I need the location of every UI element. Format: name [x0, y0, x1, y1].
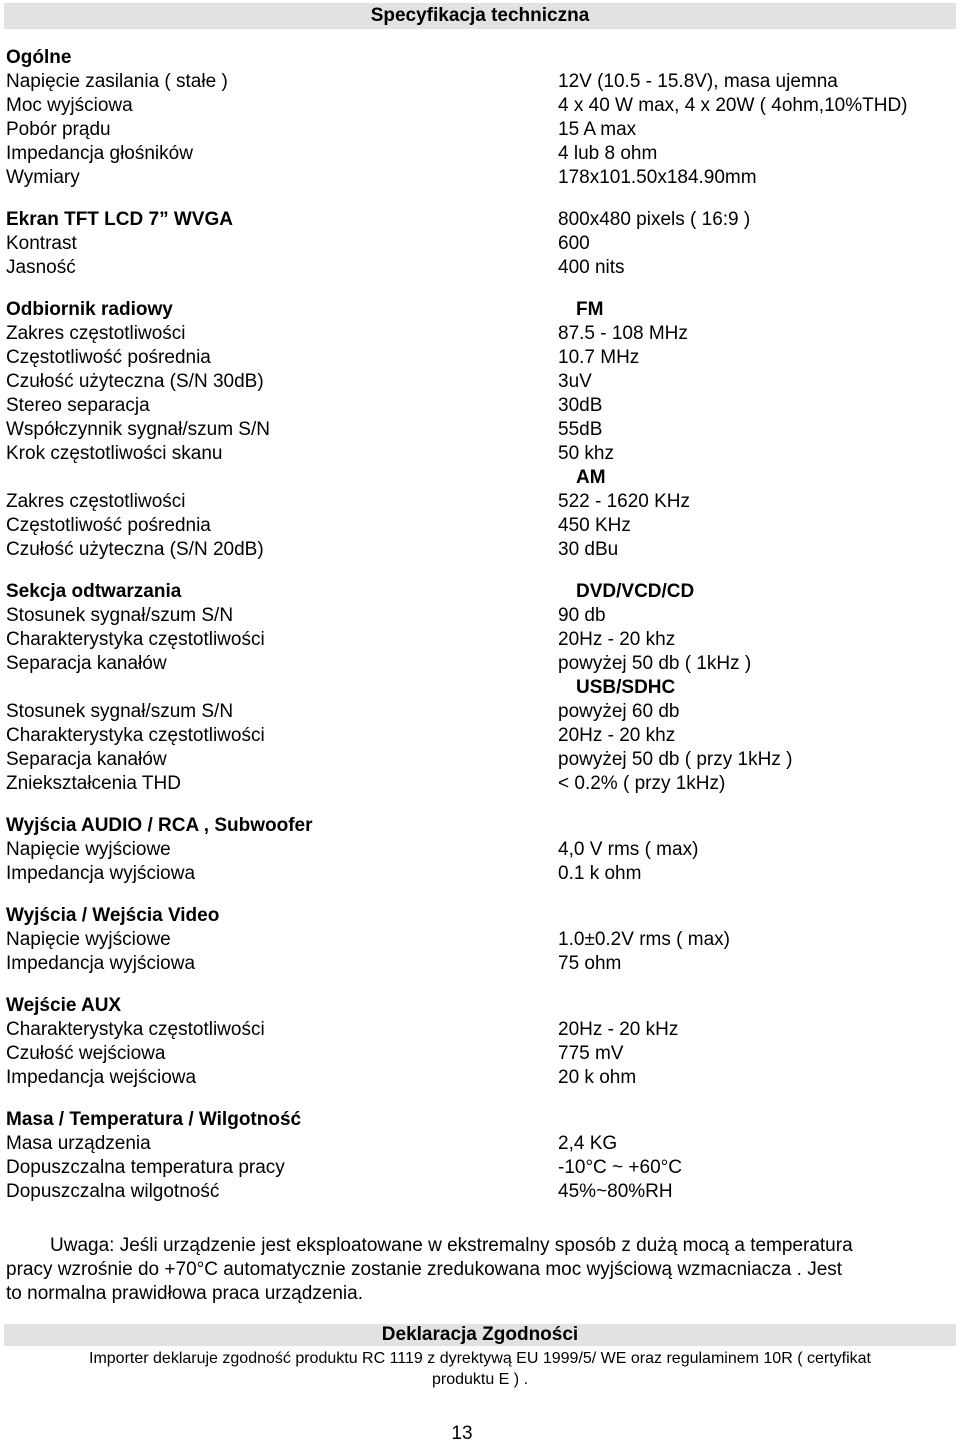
spec-label: Sekcja odtwarzania	[6, 581, 182, 602]
spec-label: Pobór prądu	[6, 119, 111, 140]
spec-label: Charakterystyka częstotliwości	[6, 725, 265, 746]
spec-row	[6, 1156, 956, 1180]
spec-label: Jasność	[6, 257, 76, 278]
spec-row	[6, 724, 956, 748]
spec-section-heading	[6, 1108, 956, 1132]
spec-value: powyżej 50 db ( 1kHz )	[558, 653, 752, 674]
spec-row	[6, 442, 956, 466]
spec-label: Zakres częstotliwości	[6, 491, 186, 512]
spec-label: Napięcie wyjściowe	[6, 839, 171, 860]
spec-section	[6, 904, 956, 976]
spec-value: 20Hz - 20 khz	[558, 725, 676, 746]
spec-value: 178x101.50x184.90mm	[558, 167, 757, 188]
spec-section	[6, 814, 956, 886]
spec-label: Dopuszczalna temperatura pracy	[6, 1157, 285, 1178]
spec-row	[6, 514, 956, 538]
spec-row	[6, 256, 956, 280]
page-title: Specyfikacja techniczna	[4, 3, 956, 29]
spec-row	[6, 370, 956, 394]
spec-label: Separacja kanałów	[6, 749, 167, 770]
spec-label: Impedancja głośników	[6, 143, 193, 164]
spec-value: 15 A max	[558, 119, 637, 140]
spec-label: Wyjścia / Wejścia Video	[6, 905, 220, 926]
spec-value: 30dB	[558, 395, 603, 416]
spec-section	[6, 1108, 956, 1204]
spec-label: Czułość wejściowa	[6, 1043, 166, 1064]
spec-value: < 0.2% ( przy 1kHz)	[558, 773, 726, 794]
spec-row	[6, 838, 956, 862]
spec-row	[6, 1042, 956, 1066]
spec-subheading: FM	[576, 299, 604, 320]
spec-value: 30 dBu	[558, 539, 619, 560]
spec-value: -10°C ~ +60°C	[558, 1157, 682, 1178]
spec-label: Moc wyjściowa	[6, 95, 133, 116]
spec-section	[6, 46, 956, 190]
spec-section-heading	[6, 46, 956, 70]
spec-value: 4 x 40 W max, 4 x 20W ( 4ohm,10%THD)	[558, 95, 908, 116]
spec-row	[6, 604, 956, 628]
spec-label: Stereo separacja	[6, 395, 150, 416]
spec-row	[6, 952, 956, 976]
spec-row	[6, 70, 956, 94]
spec-section-heading	[6, 904, 956, 928]
spec-label: Wejście AUX	[6, 995, 122, 1016]
spec-row	[6, 748, 956, 772]
spec-label: Czułość użyteczna (S/N 30dB)	[6, 371, 264, 392]
spec-row	[6, 1066, 956, 1090]
spec-label: Dopuszczalna wilgotność	[6, 1181, 220, 1202]
spec-label: Stosunek sygnał/szum S/N	[6, 701, 234, 722]
spec-subheading: DVD/VCD/CD	[576, 581, 695, 602]
note-line-2: pracy wzrośnie do +70°C automatycznie zostanie zredukowana moc wyjściową wzmacniacza . Jest	[6, 1259, 843, 1280]
spec-row	[6, 322, 956, 346]
note-line-1: Uwaga: Jeśli urządzenie jest eksploatowane w ekstremalny sposób z dużą mocą a temperatura	[50, 1235, 853, 1256]
spec-value: 10.7 MHz	[558, 347, 640, 368]
spec-value: 800x480 pixels ( 16:9 )	[558, 209, 751, 230]
page-number: 13	[451, 1423, 473, 1444]
spec-value: 522 - 1620 KHz	[558, 491, 691, 512]
spec-label: Współczynnik sygnał/szum S/N	[6, 419, 270, 440]
spec-row	[6, 94, 956, 118]
spec-label: Zakres częstotliwości	[6, 323, 186, 344]
spec-subheading: USB/SDHC	[576, 677, 676, 698]
spec-value: 1.0±0.2V rms ( max)	[558, 929, 730, 950]
spec-row	[6, 1132, 956, 1156]
declaration-line-1: Importer deklaruje zgodność produktu RC 1119 z dyrektywą EU 1999/5/ WE oraz regulaminem 10R ( certyfikat	[89, 1350, 871, 1367]
spec-row	[6, 1018, 956, 1042]
spec-row	[6, 652, 956, 676]
spec-section-heading	[6, 814, 956, 838]
spec-label: Ekran TFT LCD 7” WVGA	[6, 209, 233, 230]
spec-label: Charakterystyka częstotliwości	[6, 629, 265, 650]
spec-label: Separacja kanałów	[6, 653, 167, 674]
spec-value: 2,4 KG	[558, 1133, 618, 1154]
spec-value: 20 k ohm	[558, 1067, 637, 1088]
spec-label: Impedancja wyjściowa	[6, 863, 196, 884]
spec-row	[6, 466, 956, 490]
spec-value: 90 db	[558, 605, 606, 626]
spec-value: 600	[558, 233, 590, 254]
spec-label: Napięcie wyjściowe	[6, 929, 171, 950]
spec-value: powyżej 50 db ( przy 1kHz )	[558, 749, 793, 770]
spec-section-heading	[6, 298, 956, 322]
spec-section-heading	[6, 580, 956, 604]
spec-value: 3uV	[558, 371, 592, 392]
spec-label: Napięcie zasilania ( stałe )	[6, 71, 228, 92]
spec-value: 0.1 k ohm	[558, 863, 642, 884]
spec-value: 20Hz - 20 kHz	[558, 1019, 679, 1040]
spec-label: Zniekształcenia THD	[6, 773, 181, 794]
spec-row	[6, 862, 956, 886]
spec-value: 775 mV	[558, 1043, 624, 1064]
spec-value: 75 ohm	[558, 953, 622, 974]
spec-label: Częstotliwość pośrednia	[6, 515, 211, 536]
spec-value: 400 nits	[558, 257, 625, 278]
spec-label: Stosunek sygnał/szum S/N	[6, 605, 234, 626]
spec-section	[6, 208, 956, 280]
spec-row	[6, 772, 956, 796]
spec-label: Krok częstotliwości skanu	[6, 443, 223, 464]
spec-row	[6, 166, 956, 190]
spec-value: 45%~80%RH	[558, 1181, 673, 1202]
spec-value: 20Hz - 20 khz	[558, 629, 676, 650]
spec-section	[6, 298, 956, 562]
spec-label: Charakterystyka częstotliwości	[6, 1019, 265, 1040]
spec-row	[6, 628, 956, 652]
spec-value: 87.5 - 108 MHz	[558, 323, 688, 344]
spec-label: Impedancja wyjściowa	[6, 953, 196, 974]
spec-label: Impedancja wejściowa	[6, 1067, 197, 1088]
spec-row	[6, 700, 956, 724]
spec-row	[6, 538, 956, 562]
spec-row	[6, 232, 956, 256]
spec-label: Wyjścia AUDIO / RCA , Subwoofer	[6, 815, 313, 836]
spec-row	[6, 394, 956, 418]
spec-row	[6, 1180, 956, 1204]
specification-list	[6, 46, 956, 1222]
declaration-text	[6, 1348, 954, 1390]
declaration-title: Deklaracja Zgodności	[4, 1324, 956, 1346]
spec-label: Częstotliwość pośrednia	[6, 347, 211, 368]
spec-section-heading	[6, 208, 956, 232]
spec-label: Masa / Temperatura / Wilgotność	[6, 1109, 302, 1130]
spec-label: Kontrast	[6, 233, 77, 254]
spec-value: 55dB	[558, 419, 603, 440]
note-line-3: to normalna prawidłowa praca urządzenia.	[6, 1283, 363, 1304]
spec-row	[6, 118, 956, 142]
spec-value: 450 KHz	[558, 515, 631, 536]
spec-label: Czułość użyteczna (S/N 20dB)	[6, 539, 264, 560]
spec-row	[6, 142, 956, 166]
spec-subheading: AM	[576, 467, 606, 488]
declaration-line-2: produktu E ) .	[431, 1371, 529, 1388]
usage-note	[6, 1234, 954, 1306]
spec-row	[6, 418, 956, 442]
spec-section-heading	[6, 994, 956, 1018]
spec-label: Wymiary	[6, 167, 80, 188]
spec-row	[6, 676, 956, 700]
spec-row	[6, 490, 956, 514]
spec-row	[6, 346, 956, 370]
spec-section	[6, 994, 956, 1090]
spec-row	[6, 928, 956, 952]
spec-value: 12V (10.5 - 15.8V), masa ujemna	[558, 71, 838, 92]
spec-label: Ogólne	[6, 47, 72, 68]
spec-value: 4,0 V rms ( max)	[558, 839, 699, 860]
spec-value: powyżej 60 db	[558, 701, 680, 722]
spec-label: Masa urządzenia	[6, 1133, 151, 1154]
spec-value: 4 lub 8 ohm	[558, 143, 658, 164]
spec-value: 50 khz	[558, 443, 614, 464]
spec-label: Odbiornik radiowy	[6, 299, 173, 320]
spec-section	[6, 580, 956, 796]
